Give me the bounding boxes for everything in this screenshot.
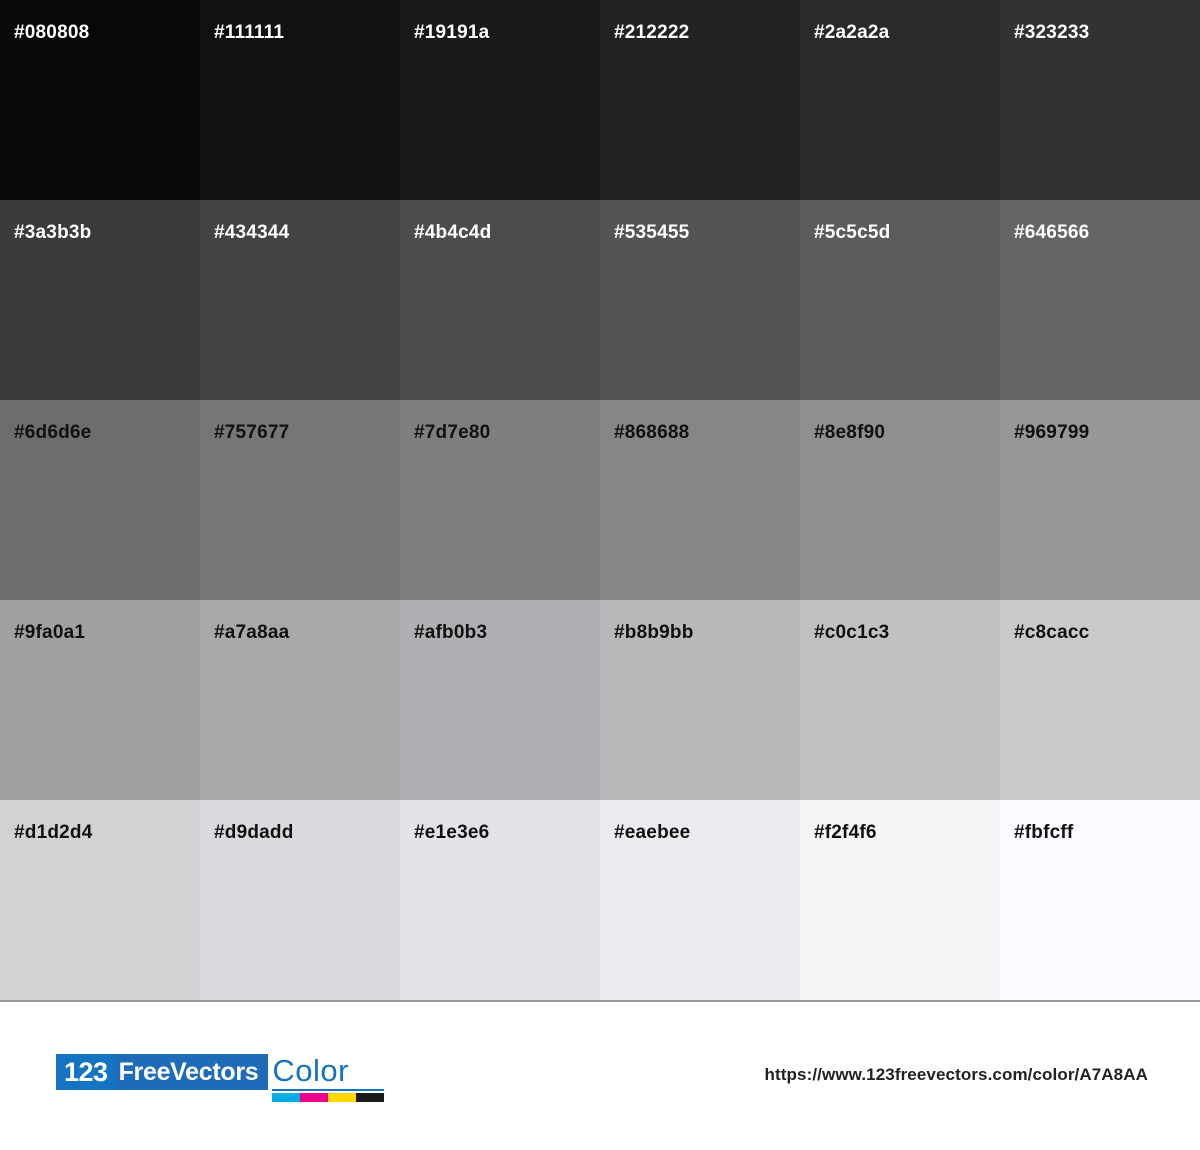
color-swatch[interactable] — [1000, 200, 1200, 400]
color-swatch[interactable] — [800, 600, 1000, 800]
color-swatch[interactable] — [0, 400, 200, 600]
color-swatch-label: #646566 — [1014, 222, 1090, 243]
color-swatch[interactable] — [200, 0, 400, 200]
logo-freevectors-text: FreeVectors — [115, 1054, 269, 1090]
color-swatch[interactable] — [200, 400, 400, 600]
color-swatch-label: #9fa0a1 — [14, 622, 86, 643]
color-swatch[interactable] — [0, 200, 200, 400]
color-swatch[interactable] — [600, 0, 800, 200]
color-swatch[interactable] — [1000, 600, 1200, 800]
color-swatch-label: #757677 — [214, 422, 290, 443]
color-swatch-label: #fbfcff — [1014, 822, 1074, 843]
color-swatch-label: #c8cacc — [1014, 622, 1090, 643]
color-swatch-label: #afb0b3 — [414, 622, 488, 643]
source-url: https://www.123freevectors.com/color/A7A8AA — [764, 1065, 1148, 1084]
color-swatch[interactable] — [0, 800, 200, 1000]
logo-123-text: 123 — [56, 1054, 115, 1090]
footer — [0, 1000, 1200, 1150]
color-swatch[interactable] — [200, 200, 400, 400]
color-swatch[interactable] — [600, 600, 800, 800]
logo-color-text: Color — [272, 1053, 349, 1088]
color-swatch-label: #f2f4f6 — [814, 822, 877, 843]
color-swatch-label: #7d7e80 — [414, 422, 491, 443]
color-swatch[interactable] — [800, 400, 1000, 600]
cmyk-yellow — [328, 1093, 356, 1102]
color-swatch[interactable] — [800, 200, 1000, 400]
color-swatch-label: #5c5c5d — [814, 222, 891, 243]
color-swatch-label: #19191a — [414, 22, 490, 43]
logo-color-section — [272, 1054, 384, 1102]
color-swatch[interactable] — [600, 800, 800, 1000]
color-swatch-label: #535455 — [614, 222, 690, 243]
color-swatch-label: #eaebee — [614, 822, 691, 843]
color-swatch[interactable] — [600, 400, 800, 600]
cmyk-bar — [272, 1093, 384, 1102]
color-swatch-label: #6d6d6e — [14, 422, 92, 443]
color-swatch-label: #434344 — [214, 222, 290, 243]
color-swatch[interactable] — [200, 800, 400, 1000]
color-swatch[interactable] — [1000, 0, 1200, 200]
color-swatch-label: #111111 — [214, 22, 285, 43]
color-swatch-label: #3a3b3b — [14, 222, 92, 243]
color-swatch[interactable] — [400, 0, 600, 200]
color-swatch[interactable] — [400, 400, 600, 600]
color-swatch[interactable] — [800, 800, 1000, 1000]
color-swatch-label: #d1d2d4 — [14, 822, 93, 843]
color-swatch[interactable] — [400, 600, 600, 800]
color-swatch-label: #323233 — [1014, 22, 1090, 43]
color-swatch[interactable] — [400, 800, 600, 1000]
color-swatch-label: #d9dadd — [214, 822, 294, 843]
logo-underline — [272, 1089, 384, 1091]
logo-wordmark — [56, 1054, 268, 1090]
cmyk-cyan — [272, 1093, 300, 1102]
color-swatch-label: #868688 — [614, 422, 690, 443]
color-swatch-label: #2a2a2a — [814, 22, 890, 43]
color-swatch-label: #4b4c4d — [414, 222, 492, 243]
color-swatch-label: #b8b9bb — [614, 622, 694, 643]
color-swatch[interactable] — [200, 600, 400, 800]
color-swatch[interactable] — [0, 0, 200, 200]
color-swatch-label: #212222 — [614, 22, 690, 43]
color-swatch[interactable] — [1000, 800, 1200, 1000]
color-swatch-label: #8e8f90 — [814, 422, 886, 443]
color-swatch-label: #a7a8aa — [214, 622, 290, 643]
cmyk-magenta — [300, 1093, 328, 1102]
color-swatch[interactable] — [800, 0, 1000, 200]
cmyk-black — [356, 1093, 384, 1102]
color-swatch-label: #080808 — [14, 22, 90, 43]
color-swatch-label: #969799 — [1014, 422, 1090, 443]
brand-logo[interactable] — [56, 1054, 384, 1102]
color-swatch-label: #e1e3e6 — [414, 822, 490, 843]
color-swatch-label: #c0c1c3 — [814, 622, 890, 643]
color-swatch[interactable] — [600, 200, 800, 400]
color-swatch[interactable] — [0, 600, 200, 800]
color-swatch[interactable] — [400, 200, 600, 400]
color-swatch[interactable] — [1000, 400, 1200, 600]
